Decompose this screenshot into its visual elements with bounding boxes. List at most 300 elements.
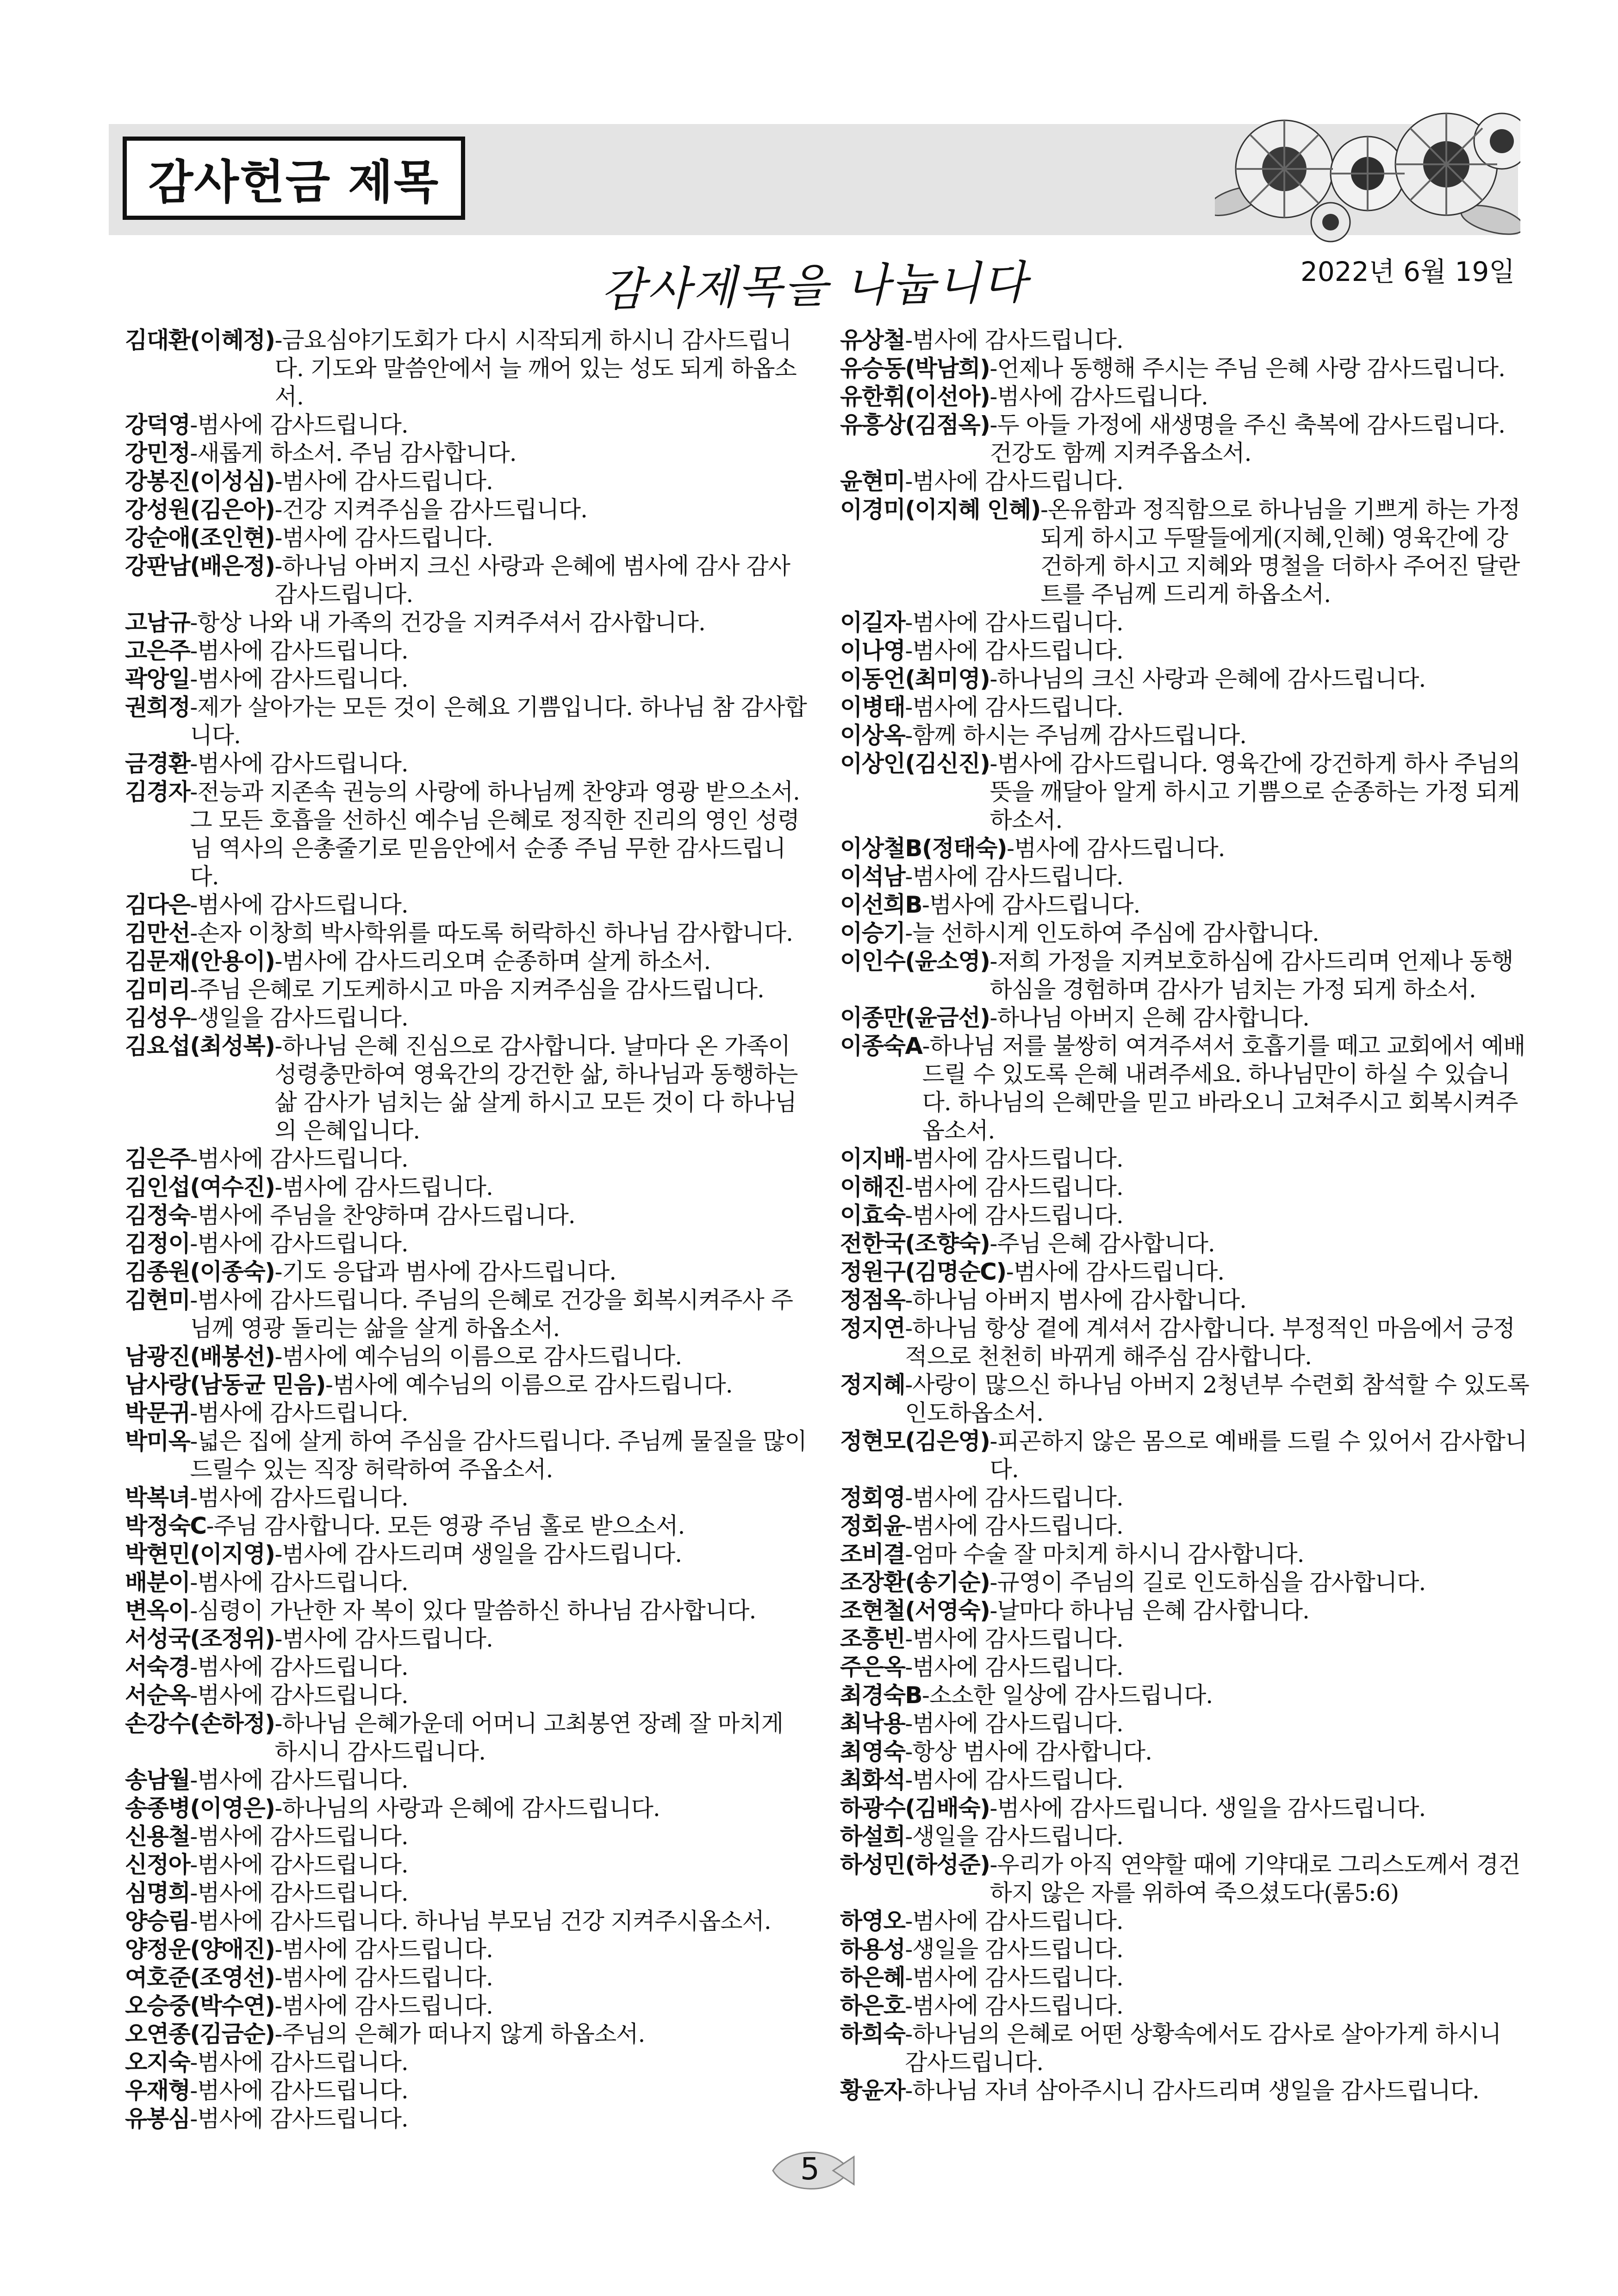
issue-date: 2022년 6월 19일 — [1301, 256, 1515, 287]
donor-name: 김성우 — [125, 1004, 190, 1031]
gratitude-message: -주님 은혜로 기도케하시고 마음 지켜주심을 감사드립니다. — [190, 976, 764, 1003]
gratitude-entry — [840, 2020, 1530, 2077]
donor-name: 이상옥 — [840, 722, 905, 749]
gratitude-message: -범사에 감사드립니다. — [905, 1145, 1123, 1172]
gratitude-message: -규영이 주님의 길로 인도하심을 감사합니다. — [989, 1569, 1426, 1596]
gratitude-entry — [125, 891, 810, 919]
donor-name: 정지연 — [840, 1315, 905, 1342]
donor-name: 하영오 — [840, 1908, 905, 1935]
gratitude-message: -범사에 감사드립니다. — [190, 1879, 408, 1906]
gratitude-entry — [840, 1568, 1530, 1597]
donor-name: 이효숙 — [840, 1202, 905, 1229]
donor-name: 손강수(손하정) — [125, 1710, 275, 1737]
gratitude-message: -범사에 감사드립니다. — [274, 1936, 493, 1963]
gratitude-entry — [125, 1258, 810, 1286]
gratitude-entry — [125, 1935, 810, 1964]
gratitude-entry — [125, 1484, 810, 1512]
gratitude-entry — [125, 439, 810, 467]
gratitude-entry — [840, 1230, 1530, 1258]
gratitude-entry — [840, 1258, 1530, 1286]
gratitude-entry — [125, 326, 810, 411]
gratitude-message: -범사에 감사드립니다. — [274, 468, 493, 495]
donor-name: 양승림 — [125, 1908, 190, 1935]
gratitude-entry — [840, 1484, 1530, 1512]
gratitude-entry — [840, 1992, 1530, 2020]
gratitude-message: -범사에 감사드립니다. — [190, 666, 408, 692]
gratitude-entry — [840, 1286, 1530, 1314]
gratitude-entry — [840, 1201, 1530, 1230]
gratitude-message: -늘 선하시게 인도하여 주심에 감사합니다. — [905, 920, 1319, 946]
gratitude-message: -범사에 감사드립니다. — [274, 1174, 493, 1201]
subtitle-handwritten: 감사제목을 나눕니다 — [600, 256, 1029, 317]
donor-name: 정회영 — [840, 1484, 905, 1511]
gratitude-message: -새롭게 하소서. 주님 감사합니다. — [190, 440, 517, 467]
gratitude-entry — [840, 496, 1530, 609]
gratitude-message: -엄마 수술 잘 마치게 하시니 감사합니다. — [905, 1541, 1304, 1568]
gratitude-message: -소소한 일상에 감사드립니다. — [922, 1682, 1213, 1709]
donor-name: 고남규 — [125, 609, 190, 636]
donor-name: 오연종(김금순) — [125, 2021, 275, 2047]
gratitude-entry — [125, 1540, 810, 1568]
gratitude-message: -사랑이 많으신 하나님 아버지 2청년부 수련회 참석할 수 있도록 인도하옵소서. — [905, 1371, 1529, 1426]
gratitude-message: -두 아들 가정에 새생명을 주신 축복에 감사드립니다. 건강도 함께 지켜주옵소서. — [989, 411, 1505, 467]
gratitude-message: -범사에 감사드립니다. 생일을 감사드립니다. — [989, 1795, 1426, 1822]
donor-name: 유상철 — [840, 327, 905, 354]
gratitude-message: -범사에 감사드립니다. — [1006, 1258, 1225, 1285]
gratitude-message: -범사에 감사드립니다. — [190, 1654, 408, 1680]
donor-name: 이상인(김신진) — [840, 750, 990, 777]
gratitude-entry — [125, 1992, 810, 2020]
donor-name: 전한국(조향숙) — [840, 1230, 990, 1257]
gratitude-entry — [840, 637, 1530, 665]
donor-name: 김종원(이종숙) — [125, 1258, 275, 1285]
gratitude-message: -온유함과 정직함으로 하나님을 기쁘게 하는 가정되게 하시고 두딸들에게(지혜,인혜) 영육간에 강건하게 하시고 지혜와 명철을 더하사 주어진 달란트를 주님께 드리게 하옵소서. — [1040, 496, 1520, 608]
gratitude-message: -넓은 집에 살게 하여 주심을 감사드립니다. 주님께 물질을 많이 드릴수 있는 직장 허락하여 주옵소서. — [190, 1428, 807, 1483]
left-column — [125, 326, 810, 2133]
donor-name: 남광진(배봉선) — [125, 1343, 275, 1370]
gratitude-message: -범사에 감사드립니다. — [905, 1992, 1123, 2019]
gratitude-message: -범사에 감사드립니다. — [190, 1400, 408, 1426]
gratitude-message: -손자 이창희 박사학위를 따도록 허락하신 하나님 감사합니다. — [190, 920, 793, 946]
gratitude-message: -범사에 감사드립니다. — [905, 468, 1123, 495]
gratitude-message: -범사에 감사드립니다. — [905, 1484, 1123, 1511]
donor-name: 최영숙 — [840, 1738, 905, 1765]
gratitude-entry — [840, 2077, 1530, 2105]
gratitude-entry — [125, 1964, 810, 1992]
gratitude-entry — [840, 947, 1530, 1004]
gratitude-message: -범사에 감사드립니다. — [905, 1512, 1123, 1539]
donor-name: 박복녀 — [125, 1484, 190, 1511]
gratitude-entry — [125, 693, 810, 750]
gratitude-message: -범사에 감사드립니다. — [905, 327, 1123, 354]
gratitude-message: -범사에 주님을 찬양하며 감사드립니다. — [190, 1202, 575, 1229]
donor-name: 박정숙C — [125, 1512, 206, 1539]
donor-name: 하광수(김배숙) — [840, 1795, 990, 1822]
gratitude-message: -범사에 감사드립니다. — [989, 383, 1208, 410]
gratitude-entry — [125, 496, 810, 524]
gratitude-entry — [125, 1879, 810, 1907]
gratitude-message: -주님 감사합니다. 모든 영광 주님 홀로 받으소서. — [206, 1512, 685, 1539]
gratitude-entry — [125, 1653, 810, 1681]
gratitude-message: -생일을 감사드립니다. — [190, 1004, 408, 1031]
gratitude-entry — [840, 693, 1530, 722]
donor-name: 하성민(하성준) — [840, 1851, 990, 1878]
gratitude-entry — [125, 1823, 810, 1851]
gratitude-message: -범사에 감사드립니다. — [905, 1767, 1123, 1793]
gratitude-message: -하나님 항상 곁에 계셔서 감사합니다. 부정적인 마음에서 긍정적으로 천천히 바뀌게 해주심 감사합니다. — [905, 1315, 1515, 1370]
gratitude-message: -범사에 감사드립니다. — [190, 1823, 408, 1850]
gratitude-entry — [125, 665, 810, 693]
gratitude-message: -생일을 감사드립니다. — [905, 1823, 1123, 1850]
gratitude-message: -피곤하지 않은 몸으로 예배를 드릴 수 있어서 감사합니다. — [989, 1428, 1527, 1483]
gratitude-message: -심령이 가난한 자 복이 있다 말씀하신 하나님 감사합니다. — [190, 1597, 756, 1624]
donor-name: 박문귀 — [125, 1400, 190, 1426]
gratitude-message: -범사에 감사드립니다. 하나님 부모님 건강 지켜주시옵소서. — [190, 1908, 771, 1935]
gratitude-message: -범사에 감사드립니다. — [905, 863, 1123, 890]
donor-name: 강판남(배은정) — [125, 553, 275, 579]
donor-name: 오승중(박수연) — [125, 1992, 275, 2019]
donor-name: 하은호 — [840, 1992, 905, 2019]
donor-name: 김대환(이혜정) — [125, 327, 275, 354]
gratitude-message: -범사에 감사드립니다. — [905, 609, 1123, 636]
gratitude-entry — [840, 750, 1530, 834]
donor-name: 이석남 — [840, 863, 905, 890]
sunflower-bouquet-illustration — [1215, 104, 1520, 243]
donor-name: 심명희 — [125, 1879, 190, 1906]
donor-name: 오지숙 — [125, 2049, 190, 2076]
section-title-box — [123, 137, 465, 220]
gratitude-message: -범사에 감사드립니다. — [190, 1767, 408, 1793]
gratitude-entry — [125, 609, 810, 637]
gratitude-message: -하나님 은혜 진심으로 감사합니다. 날마다 온 가족이 성령충만하여 영육간의 강건한 삶, 하나님과 동행하는 삶 감사가 넘치는 삶 살게 하시고 모든 것이 다 하나님의 은혜입니다. — [274, 1033, 798, 1144]
gratitude-entry — [840, 863, 1530, 891]
donor-name: 송남월 — [125, 1767, 190, 1793]
donor-name: 김인섭(여수진) — [125, 1174, 275, 1201]
gratitude-entry — [840, 1738, 1530, 1766]
donor-name: 이해진 — [840, 1174, 905, 1201]
gratitude-entry — [125, 1230, 810, 1258]
gratitude-entry — [840, 1314, 1530, 1371]
donor-name: 배분이 — [125, 1569, 190, 1596]
gratitude-message: -범사에 감사드립니다. — [274, 524, 493, 551]
gratitude-entry — [125, 467, 810, 496]
section-title: 감사헌금 제목 — [148, 155, 440, 209]
donor-name: 조현철(서영숙) — [840, 1597, 990, 1624]
donor-name: 김만선 — [125, 920, 190, 946]
gratitude-message: -범사에 감사드립니다. — [274, 1964, 493, 1991]
donor-name: 유한휘(이선아) — [840, 383, 990, 410]
donor-name: 하설희 — [840, 1823, 905, 1850]
gratitude-message: -범사에 감사드립니다. — [905, 1625, 1123, 1652]
gratitude-entry — [125, 1145, 810, 1173]
gratitude-entry — [840, 1004, 1530, 1032]
gratitude-message: -범사에 감사드립니다. — [190, 1569, 408, 1596]
gratitude-entry — [840, 1710, 1530, 1738]
gratitude-message: -범사에 예수님의 이름으로 감사드립니다. — [274, 1343, 682, 1370]
donor-name: 이선희B — [840, 891, 922, 918]
gratitude-entry — [840, 891, 1530, 919]
gratitude-entry — [125, 1597, 810, 1625]
right-column — [840, 326, 1530, 2105]
donor-name: 최낙용 — [840, 1710, 905, 1737]
gratitude-entry — [840, 1173, 1530, 1201]
donor-name: 조흥빈 — [840, 1625, 905, 1652]
gratitude-entry — [840, 722, 1530, 750]
gratitude-entry — [125, 778, 810, 891]
donor-name: 신용철 — [125, 1823, 190, 1850]
gratitude-message: -함께 하시는 주님께 감사드립니다. — [905, 722, 1247, 749]
gratitude-entry — [125, 750, 810, 778]
gratitude-entry — [125, 1794, 810, 1823]
gratitude-entry — [125, 411, 810, 439]
gratitude-entry — [840, 326, 1530, 355]
donor-name: 김현미 — [125, 1287, 190, 1313]
gratitude-entry — [125, 1568, 810, 1597]
donor-name: 황윤자 — [840, 2077, 905, 2104]
gratitude-message: -범사에 감사드리며 생일을 감사드립니다. — [274, 1541, 682, 1568]
donor-name: 강성원(김은아) — [125, 496, 275, 523]
gratitude-entry — [125, 1032, 810, 1145]
gratitude-message: -범사에 감사드립니다. — [905, 694, 1123, 721]
gratitude-message: -하나님 은혜가운데 어머니 고최봉연 장례 잘 마치게 하시니 감사드립니다. — [274, 1710, 784, 1765]
gratitude-message: -범사에 감사드립니다. — [905, 1202, 1123, 1229]
gratitude-message: -범사에 감사드립니다. — [274, 1992, 493, 2019]
gratitude-entry — [125, 637, 810, 665]
donor-name: 강덕영 — [125, 411, 190, 438]
donor-name: 이지배 — [840, 1145, 905, 1172]
donor-name: 김은주 — [125, 1145, 190, 1172]
gratitude-message: -하나님의 은혜로 어떤 상황속에서도 감사로 살아가게 하시니 감사드립니다. — [905, 2021, 1501, 2076]
donor-name: 이종만(윤금선) — [840, 1004, 990, 1031]
gratitude-entry — [125, 1173, 810, 1201]
donor-name: 서성국(조정위) — [125, 1625, 275, 1652]
gratitude-message: -하나님 아버지 범사에 감사합니다. — [905, 1287, 1247, 1313]
donor-name: 하은혜 — [840, 1964, 905, 1991]
donor-name: 여호준(조영선) — [125, 1964, 275, 1991]
gratitude-message: -범사에 감사드립니다. 영육간에 강건하게 하사 주님의 뜻을 깨달아 알게 하시고 기쁨으로 순종하는 가정 되게 하소서. — [989, 750, 1520, 834]
donor-name: 조비결 — [840, 1541, 905, 1568]
gratitude-entry — [840, 411, 1530, 467]
gratitude-entry — [840, 1597, 1530, 1625]
gratitude-message: -하나님 자녀 삼아주시니 감사드리며 생일을 감사드립니다. — [905, 2077, 1479, 2104]
gratitude-entry — [125, 947, 810, 976]
gratitude-entry — [840, 1145, 1530, 1173]
gratitude-entry — [840, 1032, 1530, 1145]
donor-name: 이동언(최미영) — [840, 666, 990, 692]
gratitude-message: -범사에 감사드립니다. — [190, 1851, 408, 1878]
donor-name: 금경환 — [125, 750, 190, 777]
gratitude-entry — [125, 919, 810, 947]
gratitude-message: -범사에 감사드립니다. — [190, 1484, 408, 1511]
gratitude-entry — [840, 1540, 1530, 1568]
donor-name: 양정운(양애진) — [125, 1936, 275, 1963]
gratitude-entry — [125, 1371, 810, 1399]
gratitude-entry — [840, 1935, 1530, 1964]
donor-name: 김다은 — [125, 891, 190, 918]
donor-name: 이경미(이지혜 인혜) — [840, 496, 1041, 523]
gratitude-message: -우리가 아직 연약할 때에 기약대로 그리스도께서 경건하지 않은 자를 위하여 죽으셨도다(롬5:6) — [989, 1851, 1520, 1906]
donor-name: 이종숙A — [840, 1033, 922, 1059]
gratitude-message: -범사에 예수님의 이름으로 감사드립니다. — [325, 1371, 733, 1398]
gratitude-entry — [125, 2105, 810, 2133]
donor-name: 박현민(이지영) — [125, 1541, 275, 1568]
donor-name: 이길자 — [840, 609, 905, 636]
gratitude-entry — [125, 1399, 810, 1427]
donor-name: 우재형 — [125, 2077, 190, 2104]
gratitude-message: -전능과 지존속 권능의 사랑에 하나님께 찬양과 영광 받으소서. 그 모든 호흡을 선하신 예수님 은혜로 정직한 진리의 영인 성령님 역사의 은총줄기로 믿음안에서 순종 주님 무한 감사드립니다. — [190, 778, 800, 890]
gratitude-message: -범사에 감사드립니다. — [905, 637, 1123, 664]
gratitude-entry — [840, 1371, 1530, 1427]
gratitude-message: -범사에 감사드리오며 순종하며 살게 하소서. — [274, 948, 711, 975]
gratitude-entry — [125, 2048, 810, 2077]
gratitude-entry — [840, 1512, 1530, 1540]
donor-name: 권희정 — [125, 694, 190, 721]
donor-name: 이나영 — [840, 637, 905, 664]
donor-name: 남사랑(남동균 믿음) — [125, 1371, 326, 1398]
donor-name: 김미리 — [125, 976, 190, 1003]
donor-name: 최화석 — [840, 1767, 905, 1793]
gratitude-message: -건강 지켜주심을 감사드립니다. — [274, 496, 587, 523]
gratitude-message: -범사에 감사드립니다. — [190, 1145, 408, 1172]
gratitude-message: -기도 응답과 범사에 감사드립니다. — [274, 1258, 616, 1285]
donor-name: 하용성 — [840, 1936, 905, 1963]
gratitude-entry — [125, 976, 810, 1004]
gratitude-entry — [125, 1201, 810, 1230]
donor-name: 송종병(이영은) — [125, 1795, 275, 1822]
gratitude-message: -생일을 감사드립니다. — [905, 1936, 1123, 1963]
donor-name: 김요섭(최성복) — [125, 1033, 275, 1059]
gratitude-message: -범사에 감사드립니다. — [905, 1908, 1123, 1935]
donor-name: 김경자 — [125, 778, 190, 805]
gratitude-entry — [840, 1823, 1530, 1851]
gratitude-message: -범사에 감사드립니다. — [190, 411, 408, 438]
donor-name: 강민정 — [125, 440, 190, 467]
gratitude-entry — [840, 1625, 1530, 1653]
donor-name: 이인수(윤소영) — [840, 948, 990, 975]
gratitude-message: -범사에 감사드립니다. — [190, 1230, 408, 1257]
gratitude-entry — [840, 1681, 1530, 1710]
gratitude-message: -범사에 감사드립니다. — [274, 1625, 493, 1652]
gratitude-entry — [840, 1427, 1530, 1484]
donor-name: 최경숙B — [840, 1682, 922, 1709]
donor-name: 정원구(김명순C) — [840, 1258, 1006, 1285]
gratitude-message: -범사에 감사드립니다. — [905, 1710, 1123, 1737]
gratitude-message: -하나님의 사랑과 은혜에 감사드립니다. — [274, 1795, 660, 1822]
gratitude-message: -하나님 아버지 크신 사랑과 은혜에 범사에 감사 감사 감사드립니다. — [274, 553, 790, 608]
donor-name: 강봉진(이성심) — [125, 468, 275, 495]
gratitude-entry — [840, 665, 1530, 693]
gratitude-entry — [840, 1794, 1530, 1823]
gratitude-entry — [125, 524, 810, 552]
donor-name: 하희숙 — [840, 2021, 905, 2047]
gratitude-message: -범사에 감사드립니다. — [905, 1174, 1123, 1201]
gratitude-message: -범사에 감사드립니다. — [190, 2049, 408, 2076]
gratitude-message: -범사에 감사드립니다. 주님의 은혜로 건강을 회복시켜주사 주님께 영광 돌리는 삶을 살게 하옵소서. — [190, 1287, 793, 1342]
donor-name: 이승기 — [840, 920, 905, 946]
gratitude-entry — [125, 1286, 810, 1343]
gratitude-entry — [125, 2020, 810, 2048]
gratitude-entry — [125, 1343, 810, 1371]
gratitude-message: -주님 은혜 감사합니다. — [989, 1230, 1215, 1257]
gratitude-entry — [840, 1766, 1530, 1794]
gratitude-entry — [840, 383, 1530, 411]
gratitude-entry — [125, 1907, 810, 1935]
donor-name: 변옥이 — [125, 1597, 190, 1624]
page-number: 5 — [800, 2151, 820, 2187]
donor-name: 박미옥 — [125, 1428, 190, 1455]
gratitude-message: -금요심야기도회가 다시 시작되게 하시니 감사드립니다. 기도와 말씀안에서 늘 깨어 있는 성도 되게 하옵소서. — [274, 327, 797, 410]
gratitude-message: -하나님 아버지 은혜 감사합니다. — [989, 1004, 1309, 1031]
donor-name: 고은주 — [125, 637, 190, 664]
gratitude-entry — [840, 1964, 1530, 1992]
gratitude-message: -범사에 감사드립니다. — [190, 637, 408, 664]
gratitude-entry — [840, 834, 1530, 863]
gratitude-message: -항상 범사에 감사합니다. — [905, 1738, 1152, 1765]
gratitude-message: -날마다 하나님 은혜 감사합니다. — [989, 1597, 1309, 1624]
gratitude-entry — [125, 552, 810, 609]
donor-name: 정점옥 — [840, 1287, 905, 1313]
donor-name: 이병태 — [840, 694, 905, 721]
gratitude-message: -범사에 감사드립니다. — [1007, 835, 1225, 862]
gratitude-entry — [125, 1004, 810, 1032]
gratitude-message: -범사에 감사드립니다. — [190, 2077, 408, 2104]
gratitude-entry — [125, 1681, 810, 1710]
gratitude-entry — [840, 1653, 1530, 1681]
donor-name: 김문재(안용이) — [125, 948, 275, 975]
donor-name: 유승동(박남희) — [840, 355, 990, 382]
gratitude-entry — [840, 609, 1530, 637]
donor-name: 조장환(송기순) — [840, 1569, 990, 1596]
gratitude-entry — [125, 1625, 810, 1653]
donor-name: 윤현미 — [840, 468, 905, 495]
gratitude-message: -범사에 감사드립니다. — [905, 1654, 1123, 1680]
gratitude-message: -범사에 감사드립니다. — [190, 1682, 408, 1709]
gratitude-entry — [125, 1427, 810, 1484]
gratitude-message: -주님의 은혜가 떠나지 않게 하옵소서. — [274, 2021, 645, 2047]
donor-name: 신정아 — [125, 1851, 190, 1878]
donor-name: 정현모(김은영) — [840, 1428, 990, 1455]
gratitude-message: -언제나 동행해 주시는 주님 은혜 사랑 감사드립니다. — [989, 355, 1505, 382]
gratitude-entry — [840, 1907, 1530, 1935]
donor-name: 주은옥 — [840, 1654, 905, 1680]
gratitude-entry — [840, 355, 1530, 383]
gratitude-message: -범사에 감사드립니다. — [190, 2105, 408, 2132]
donor-name: 서순옥 — [125, 1682, 190, 1709]
gratitude-message: -하나님의 크신 사랑과 은혜에 감사드립니다. — [989, 666, 1426, 692]
donor-name: 김정이 — [125, 1230, 190, 1257]
donor-name: 이상철B(정태숙) — [840, 835, 1007, 862]
gratitude-message: -범사에 감사드립니다. — [190, 750, 408, 777]
gratitude-entry — [125, 1710, 810, 1766]
gratitude-message: -범사에 감사드립니다. — [905, 1964, 1123, 1991]
gratitude-entry — [840, 919, 1530, 947]
donor-name: 정지혜 — [840, 1371, 905, 1398]
gratitude-message: -범사에 감사드립니다. — [922, 891, 1140, 918]
gratitude-entry — [125, 1766, 810, 1794]
donor-name: 서숙경 — [125, 1654, 190, 1680]
donor-name: 정회윤 — [840, 1512, 905, 1539]
donor-name: 유흥상(김점옥) — [840, 411, 990, 438]
donor-name: 강순애(조인현) — [125, 524, 275, 551]
gratitude-entry — [840, 1851, 1530, 1907]
page-number-badge — [764, 2143, 856, 2198]
gratitude-message: -하나님 저를 불쌍히 여겨주셔서 호흡기를 떼고 교회에서 예배드릴 수 있도록 은혜 내려주세요. 하나님만이 하실 수 있습니다. 하나님의 은혜만을 믿고 바라오니 고쳐주시고 회복시켜주옵소서. — [922, 1033, 1525, 1144]
donor-name: 곽앙일 — [125, 666, 190, 692]
gratitude-message: -제가 살아가는 모든 것이 은혜요 기쁨입니다. 하나님 참 감사합니다. — [190, 694, 807, 749]
gratitude-message: -항상 나와 내 가족의 건강을 지켜주셔서 감사합니다. — [190, 609, 705, 636]
donor-name: 유봉심 — [125, 2105, 190, 2132]
gratitude-message: -범사에 감사드립니다. — [190, 891, 408, 918]
